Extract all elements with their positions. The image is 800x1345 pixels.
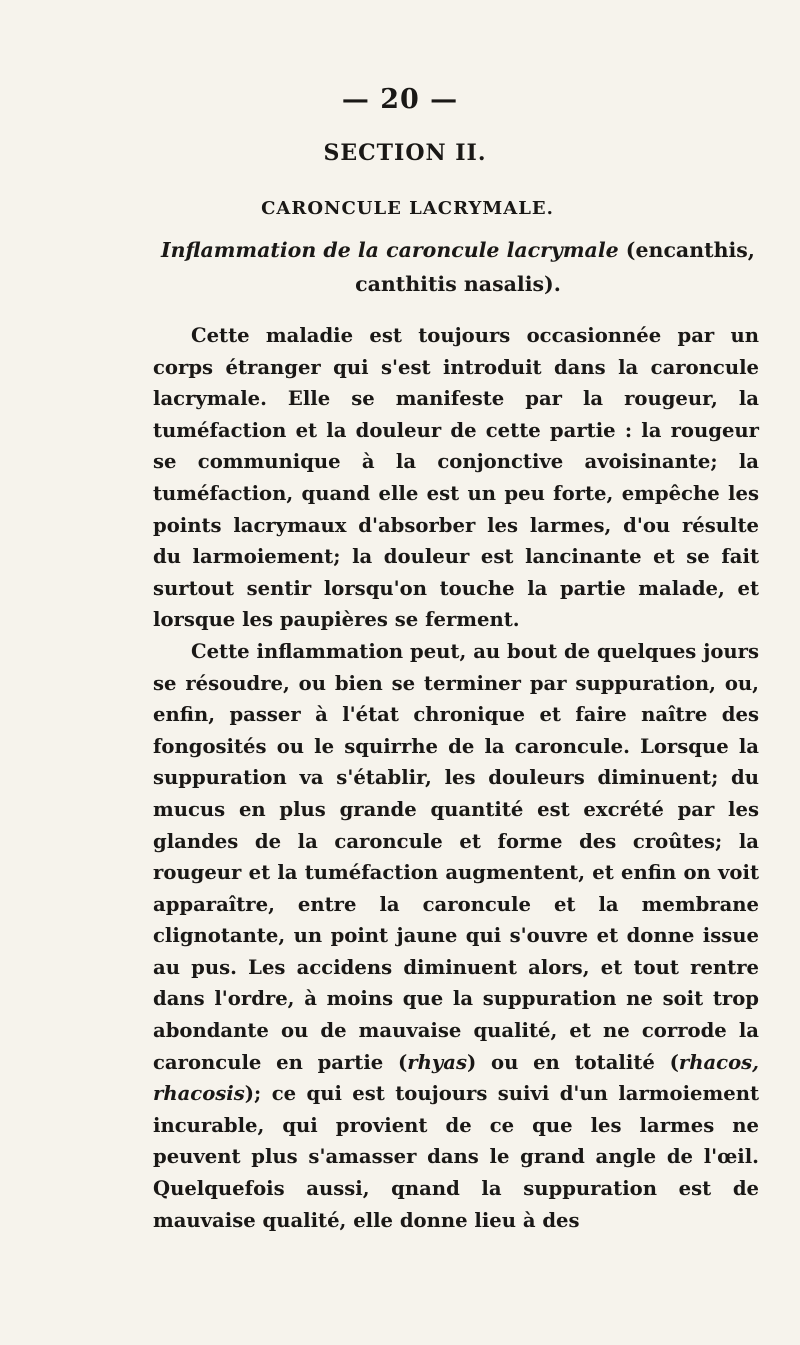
term-rhyas: rhyas (407, 1050, 467, 1074)
paragraph-2 (153, 636, 759, 1236)
section-title: SECTION II. (323, 140, 487, 166)
paragraph-2-part-3: ); ce qui est toujours suivi d'un larmoiement incurable, qui provient de ce que les larmes ne peuvent plus s'amasser dans le grand angle de l'œil. Quelquefois aussi, qnand la suppuration est de mauvaise qualité, elle donne lieu à des (153, 1082, 759, 1232)
heading-rest: (encanthis, canthitis nasalis). (355, 238, 755, 296)
article-heading (153, 233, 763, 301)
section-subtitle: CARONCULE LACRYMALE. (261, 198, 554, 219)
body-text (153, 320, 759, 1236)
term-rhacos: rhacos, rhacosis (153, 1050, 759, 1106)
paragraph-2-part-1: Cette inflammation peut, au bout de quelques jours se résoudre, ou bien se terminer par suppuration, ou, enfin, passer à l'état chronique et faire naître des fongosités ou le squirrhe de la caroncule. Lorsque la suppuration va s'établir, les douleurs diminuent; du mucus en plus grande quantité est excrété par les glandes de la caroncule et forme des croûtes; la rougeur et la tuméfaction augmentent, et enfin on voit apparaître, entre la caroncule et la membrane clignotante, un point jaune qui s'ouvre et donne issue au pus. Les accidens diminuent alors, et tout rentre dans l'ordre, à moins que la suppuration ne soit trop abondante ou de mauvaise qualité, et ne corrode la caroncule en partie ( (153, 639, 759, 1074)
heading-italic: Inflammation de la caroncule lacrymale (161, 238, 619, 262)
paragraph-2-part-2: ) ou en totalité ( (466, 1050, 679, 1074)
paragraph-1: Cette maladie est toujours occasionnée par un corps étranger qui s'est introduit dans la caroncule lacrymale. Elle se manifeste par la rougeur, la tuméfaction et la douleur de cette partie : la rougeur se communique à la conjonctive avoisinante; la tuméfaction, quand elle est un peu forte, empêche les points lacrymaux d'absorber les larmes, d'ou résulte du larmoiement; la douleur est lancinante et se fait surtout sentir lorsqu'on touche la partie malade, et lorsque les paupières se ferment. (153, 324, 759, 632)
page-number: — 20 — (341, 84, 459, 115)
